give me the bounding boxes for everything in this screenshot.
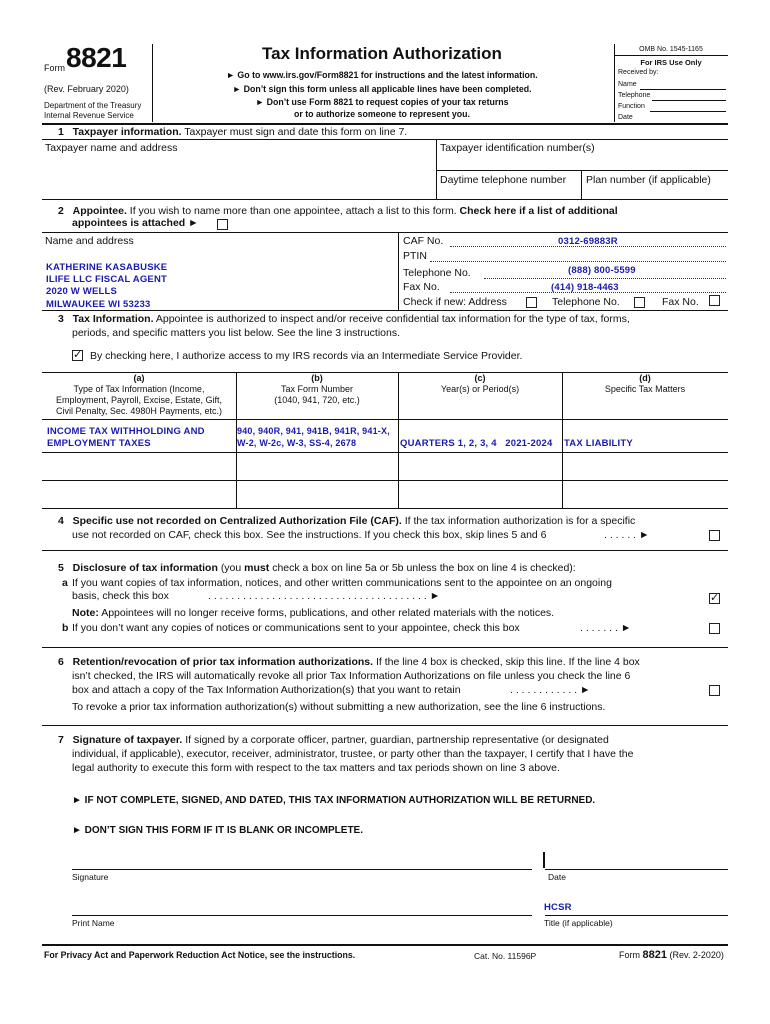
print-name-field[interactable]	[72, 898, 540, 914]
appointee-fax-value[interactable]: (414) 918-4463	[551, 282, 619, 293]
line-4-heading: Specific use not recorded on Centralized Authorization File (CAF).	[72, 515, 402, 527]
line-7-text-1: If signed by a corporate officer, partner, guardian, partnership representative (or designated	[185, 734, 609, 746]
new-fax-checkbox[interactable]	[709, 295, 720, 306]
appointee-name-line-2: ILIFE LLC FISCAL AGENT	[46, 274, 168, 285]
line-7-text-2: individual, if applicable), executor, receiver, administrator, trustee, or party other than the taxpayer, I certify that I have the	[72, 748, 634, 760]
col-b-header-2: (1040, 941, 720, etc.)	[274, 395, 360, 405]
daytime-phone-field[interactable]	[440, 187, 578, 198]
form-number: 8821	[66, 42, 127, 73]
line-2-text: If you wish to name more than one appointee, attach a list to this form.	[129, 205, 457, 217]
irs-name-label: Name	[618, 81, 637, 88]
instruction-3: ► Don’t use Form 8821 to request copies of your tax returns	[255, 97, 509, 107]
additional-appointees-checkbox[interactable]	[217, 219, 228, 230]
footer-form-number: 8821	[642, 949, 667, 961]
new-telephone-checkbox[interactable]	[634, 297, 645, 308]
line-3-heading: Tax Information.	[72, 313, 154, 325]
line-5b-text: If you don’t want any copies of notices or communications sent to your appointee, check this box	[72, 622, 520, 634]
line-2-check-text-2: appointees is attached ►	[72, 217, 199, 229]
line-5b-checkbox[interactable]	[709, 623, 720, 634]
line-6-leader: . . . . . . . . . . . . ►	[510, 684, 591, 696]
check-new-fax-label: Fax No.	[662, 296, 699, 308]
received-by-label: Received by:	[618, 69, 659, 76]
department-line-1: Department of the Treasury	[44, 101, 142, 110]
line-6-number: 6	[58, 656, 64, 668]
line-1-text: Taxpayer must sign and date this form on line 7.	[184, 126, 408, 138]
check-new-address-label: Check if new: Address	[403, 296, 507, 308]
col-b-letter: (b)	[311, 373, 323, 383]
line-6-heading: Retention/revocation of prior tax information authorizations.	[72, 656, 374, 668]
signature-field[interactable]	[72, 848, 540, 868]
appointee-name-label: Name and address	[45, 235, 134, 247]
date-field[interactable]	[548, 852, 724, 868]
note-text: Appointees will no longer receive forms, publications, and other related materials with the notices.	[101, 607, 555, 619]
plan-number-label: Plan number (if applicable)	[586, 174, 711, 186]
line-6-text-1: If the line 4 box is checked, skip this line. If the line 4 box	[375, 656, 640, 668]
ptin-label: PTIN	[403, 250, 427, 262]
line-5-text-a: (you	[220, 562, 242, 574]
line-5-text-b: check a box on line 5a or 5b unless the box on line 4 is checked):	[272, 562, 576, 574]
irs-use-only-label: For IRS Use Only	[640, 58, 702, 67]
irs-function-label: Function	[618, 103, 645, 110]
check-new-telephone-label: Telephone No.	[552, 296, 620, 308]
footer-revision: (Rev. 2-2020)	[669, 950, 724, 960]
tin-label: Taxpayer identification number(s)	[440, 142, 595, 154]
col-a-letter: (a)	[133, 373, 145, 383]
department-line-2: Internal Revenue Service	[44, 111, 134, 120]
tin-field[interactable]	[440, 156, 726, 168]
col-c-header-1: Year(s) or Period(s)	[440, 384, 520, 394]
line-5-heading: Disclosure of tax information	[72, 562, 218, 574]
line-7-number: 7	[58, 734, 64, 746]
caf-label: CAF No.	[403, 235, 444, 247]
line-7-text-3: legal authority to execute this form with respect to the tax matters and tax periods shown on line 3 above.	[72, 762, 560, 774]
irs-date-label: Date	[618, 114, 633, 121]
col-d-letter: (d)	[639, 373, 651, 383]
line-5b-leader: . . . . . . . ►	[580, 622, 632, 634]
form-title: Tax Information Authorization	[262, 44, 502, 63]
line-2-number: 2	[58, 205, 64, 217]
line-4-checkbox[interactable]	[709, 530, 720, 541]
line-3-text-1: Appointee is authorized to inspect and/or receive confidential tax information for the type of tax, forms,	[155, 313, 630, 325]
line-1-heading: Taxpayer information.	[72, 126, 182, 138]
row-1-type-1[interactable]: INCOME TAX WITHHOLDING AND	[47, 426, 205, 437]
line-3-text-2: periods, and specific matters you list below. See the line 3 instructions.	[72, 327, 401, 339]
col-b-header-1: Tax Form Number	[280, 384, 353, 394]
row-1-matters[interactable]: TAX LIABILITY	[564, 438, 633, 449]
print-name-label: Print Name	[72, 918, 115, 928]
plan-number-field[interactable]	[585, 187, 725, 198]
footer-form-word: Form	[619, 950, 640, 960]
title-label: Title (if applicable)	[544, 918, 613, 928]
form-word: Form	[44, 63, 65, 73]
instruction-4: or to authorize someone to represent you.	[294, 109, 470, 119]
instruction-2: ► Don’t sign this form unless all applicable lines have been completed.	[232, 84, 532, 94]
line-1-number: 1	[58, 126, 64, 138]
line-5a-label: a	[62, 577, 68, 589]
col-a-header-2: Employment, Payroll, Excise, Estate, Gift,	[55, 395, 223, 405]
line-5a-leader: . . . . . . . . . . . . . . . . . . . . . . . . . . . . . . . . . . . . . . ►	[208, 590, 441, 602]
line-3-number: 3	[58, 313, 64, 325]
line-6-checkbox[interactable]	[709, 685, 720, 696]
appointee-fax-label: Fax No.	[403, 281, 440, 293]
appointee-phone-label: Telephone No.	[403, 267, 471, 279]
line-5-must: must	[244, 562, 270, 574]
warning-not-complete: ► IF NOT COMPLETE, SIGNED, AND DATED, THIS TAX INFORMATION AUTHORIZATION WILL BE RETURNED.	[72, 795, 596, 806]
caf-value[interactable]: 0312-69883R	[558, 236, 618, 247]
appointee-name-line-4: MILWAUKEE WI 53233	[46, 299, 151, 310]
line-4-number: 4	[58, 515, 64, 527]
warning-dont-sign: ► DON’T SIGN THIS FORM IF IT IS BLANK OR INCOMPLETE.	[72, 825, 364, 836]
row-1-form-1[interactable]: 940, 940R, 941, 941B, 941R, 941-X,	[237, 426, 390, 436]
line-5-number: 5	[58, 562, 64, 574]
appointee-name-line-3: 2020 W WELLS	[46, 286, 118, 297]
appointee-phone-value[interactable]: (888) 800-5599	[568, 265, 636, 276]
line-4-text-1: If the tax information authorization is for a specific	[404, 515, 636, 527]
line-5b-label: b	[62, 622, 69, 634]
row-1-form-2[interactable]: W-2, W-2c, W-3, SS-4, 2678	[237, 438, 357, 448]
row-1-periods[interactable]: QUARTERS 1, 2, 3, 4 2021-2024	[400, 438, 553, 449]
line-5a-text-2: basis, check this box	[72, 590, 169, 602]
line-7-heading: Signature of taxpayer.	[72, 734, 183, 746]
line-4-leader: . . . . . . ►	[604, 529, 650, 541]
irs-telephone-label: Telephone	[618, 92, 651, 99]
line-6-text-4: To revoke a prior tax information authorization(s) without submitting a new authorization, see the line 6 instructions.	[72, 701, 606, 713]
note-label: Note:	[72, 607, 99, 619]
line-2-check-text-1: Check here if a list of additional	[459, 205, 618, 217]
taxpayer-name-label: Taxpayer name and address	[45, 142, 178, 154]
instruction-1: ► Go to www.irs.gov/Form8821 for instructions and the latest information.	[226, 70, 538, 80]
title-value[interactable]: HCSR	[544, 902, 572, 913]
col-a-header-1: Type of Tax Information (Income,	[73, 384, 205, 394]
daytime-phone-label: Daytime telephone number	[440, 174, 567, 186]
signature-label: Signature	[72, 872, 109, 882]
line-6-text-2: isn’t checked, the IRS will automatically revoke all prior Tax Information Authorizations on file unless you check the line 6	[72, 670, 631, 682]
line-6-text-3: box and attach a copy of the Tax Information Authorization(s) that you want to retain	[72, 684, 461, 696]
date-label: Date	[548, 872, 566, 882]
line-5a-text-1: If you want copies of tax information, notices, and other written communications sent to the appointee on an ongoing	[72, 577, 612, 589]
appointee-name-line-1: KATHERINE KASABUSKE	[46, 262, 168, 273]
line-5a-checkbox[interactable]: ✓	[710, 592, 720, 604]
catalog-number: Cat. No. 11596P	[474, 951, 537, 961]
line-2-heading: Appointee.	[72, 205, 127, 217]
privacy-notice: For Privacy Act and Paperwork Reduction Act Notice, see the instructions.	[44, 950, 356, 960]
row-1-type-2[interactable]: EMPLOYMENT TAXES	[47, 438, 151, 449]
omb-number: OMB No. 1545-1165	[639, 46, 703, 53]
line-4-text-2: use not recorded on CAF, check this box. See the instructions. If you check this box, skip lines 5 and 6	[72, 529, 547, 541]
taxpayer-name-field[interactable]	[44, 156, 434, 198]
isp-checkbox[interactable]: ✓	[73, 349, 83, 361]
isp-text: By checking here, I authorize access to my IRS records via an Intermediate Service Provider.	[90, 350, 523, 362]
revision-date: (Rev. February 2020)	[44, 84, 129, 94]
col-c-letter: (c)	[474, 373, 486, 383]
col-d-header-1: Specific Tax Matters	[604, 384, 686, 394]
col-a-header-3: Civil Penalty, Sec. 4980H Payments, etc.)	[56, 406, 222, 416]
new-address-checkbox[interactable]	[526, 297, 537, 308]
